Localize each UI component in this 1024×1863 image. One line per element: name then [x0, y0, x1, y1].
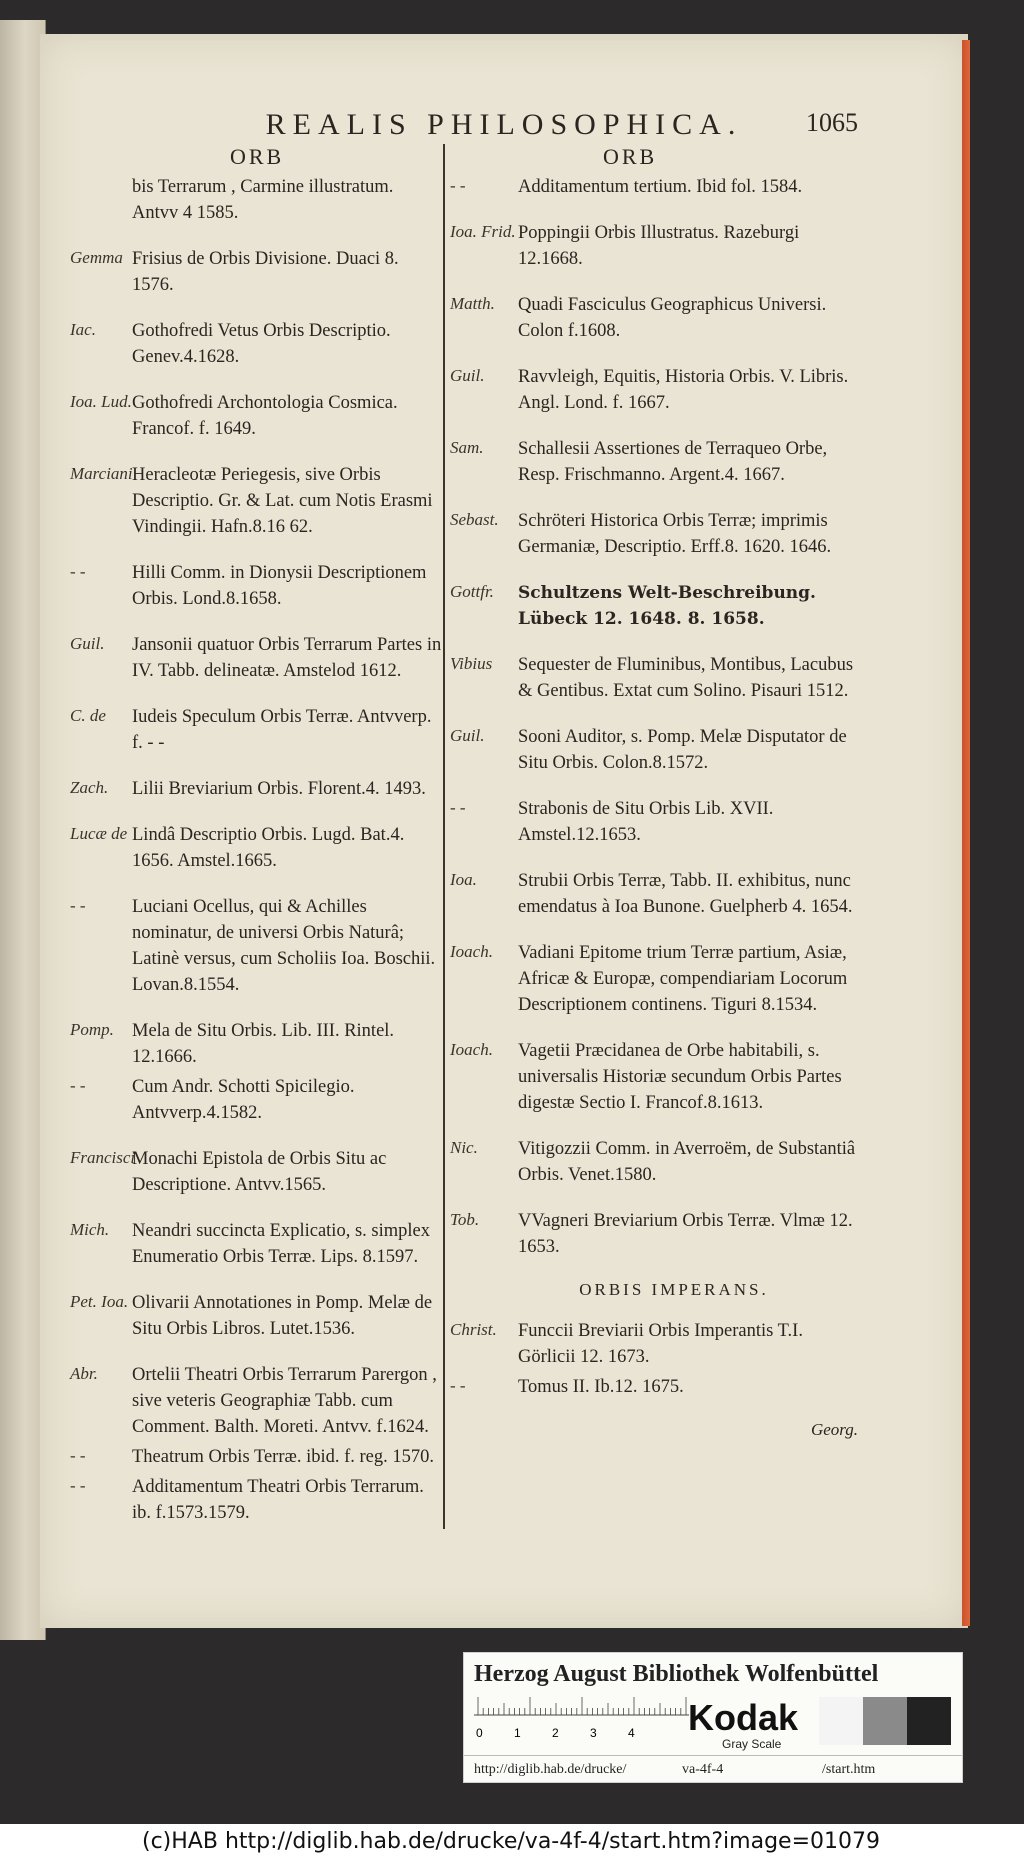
entry-text: Poppingii Orbis Illustratus. Razeburgi 12.1668. — [518, 223, 800, 269]
entry-label: Matth. — [450, 294, 495, 313]
entry-label: Pet. Ioa. — [70, 1292, 129, 1311]
copyright-footer: (c)HAB http://diglib.hab.de/drucke/va-4f-4/start.htm?image=01079 — [0, 1824, 1024, 1863]
running-head: REALIS PHILOSOPHICA. — [265, 108, 743, 141]
entry-label: Mich. — [70, 1220, 110, 1239]
gray-swatches — [819, 1697, 951, 1745]
entry-text: Additamentum Theatri Orbis Terrarum. ib. f.1573.1579. — [132, 1477, 424, 1523]
entry-text: Ravvleigh, Equitis, Historia Orbis. V. Libris. Angl. Lond. f. 1667. — [518, 367, 849, 413]
entry — [70, 1218, 442, 1270]
entry-text: Hilli Comm. in Dionysii Descriptionem Orbis. Lond.8.1658. — [132, 563, 427, 609]
entry — [70, 462, 442, 540]
entry-label: - - — [450, 1376, 466, 1395]
stamp-url-left: http://diglib.hab.de/drucke/ — [474, 1762, 627, 1777]
entry-label: Pomp. — [70, 1020, 114, 1039]
ruler-number: 3 — [590, 1726, 597, 1740]
entry-text: Vagetii Præcidanea de Orbe habitabili, s. universalis Historiæ secundum Orbis Partes digestæ Sectio I. Francof.8.1613. — [518, 1041, 842, 1113]
right-entries — [450, 174, 858, 1260]
entry-label: Sebast. — [450, 510, 499, 529]
entry-label: Ioach. — [450, 1040, 493, 1059]
entry — [450, 940, 858, 1018]
kodak-logo: Kodak — [688, 1697, 799, 1738]
entry-text: Strabonis de Situ Orbis Lib. XVII. Amstel.12.1653. — [518, 799, 774, 845]
entry-text: Quadi Fasciculus Geographicus Universi. Colon f.1608. — [518, 295, 827, 341]
entry-text: Gothofredi Vetus Orbis Descriptio. Genev.4.1628. — [132, 321, 391, 367]
entry-text: Luciani Ocellus, qui & Achilles nominatur, de universi Orbis Naturâ; Latinè versus, cum Scholiis Ioa. Boschii. Lovan.8.1554. — [132, 897, 436, 995]
entry-label — [70, 174, 132, 226]
entry-text: Mela de Situ Orbis. Lib. III. Rintel. 12.1666. — [132, 1021, 395, 1067]
ruler-number: 1 — [514, 1726, 521, 1740]
entry — [70, 1444, 442, 1470]
stamp-url-mid: va-4f-4 — [682, 1762, 724, 1777]
entry-label: Gottfr. — [450, 582, 494, 601]
entry-text: Jansonii quatuor Orbis Terrarum Partes in IV. Tabb. delineatæ. Amstelod 1612. — [132, 635, 442, 681]
entry — [70, 632, 442, 684]
column-divider — [443, 144, 445, 1529]
entry-label: Ioach. — [450, 942, 493, 961]
entry — [450, 1374, 858, 1400]
entry-label: - - — [70, 1076, 86, 1095]
entry-text: Schultzens Welt-Beschreibung. Lübeck 12. 1648. 8. 1658. — [518, 583, 816, 629]
entry — [450, 724, 858, 776]
entry — [450, 1136, 858, 1188]
entry — [70, 174, 442, 226]
entry-text: Lindâ Descriptio Orbis. Lugd. Bat.4. 1656. Amstel.1665. — [132, 825, 405, 871]
entry-text: Vadiani Epitome trium Terræ partium, Asiæ, Africæ & Europæ, compendiariam Locorum Descriptionem continens. Tiguri 8.1534. — [518, 943, 848, 1015]
entry-label: Marciani — [70, 464, 133, 483]
entry — [70, 1362, 442, 1440]
ruler-number: 2 — [552, 1726, 559, 1740]
entry — [70, 1474, 442, 1526]
entry-label: - - — [70, 1476, 86, 1495]
entry-label: Christ. — [450, 1320, 497, 1339]
entry-label: - - — [70, 562, 86, 581]
entry-text: Schröteri Historica Orbis Terræ; imprimis Germaniæ, Descriptio. Erff.8. 1620. 1646. — [518, 511, 832, 557]
column-head-left: ORB — [230, 144, 285, 169]
entry — [450, 652, 858, 704]
entry — [450, 508, 858, 560]
entry-text: bis Terrarum , Carmine illustratum. Antvv 4 1585. — [132, 177, 394, 223]
entry-text: Iudeis Speculum Orbis Terræ. Antvverp. f. - - — [132, 707, 432, 753]
entry-text: Monachi Epistola de Orbis Situ ac Descriptione. Antvv.1565. — [132, 1149, 387, 1195]
entry-text: Neandri succincta Explicatio, s. simplex Enumeratio Orbis Terræ. Lips. 8.1597. — [132, 1221, 430, 1267]
entry — [450, 580, 858, 632]
entry-label: Ioa. — [450, 870, 477, 889]
entry-label: Ioa. Frid. — [450, 222, 516, 241]
entry-text: Tomus II. Ib.12. 1675. — [518, 1377, 684, 1397]
entry-label: Zach. — [70, 778, 109, 797]
right-column — [450, 174, 858, 1440]
entry — [450, 292, 858, 344]
entry — [450, 364, 858, 416]
entry-label: Iac. — [70, 320, 96, 339]
entry-text: VVagneri Breviarium Orbis Terræ. Vlmæ 12. 1653. — [518, 1211, 853, 1257]
entry-text: Funccii Breviarii Orbis Imperantis T.I. Görlicii 12. 1673. — [518, 1321, 803, 1367]
entry — [70, 704, 442, 756]
entry-text: Sequester de Fluminibus, Montibus, Lacubus & Gentibus. Extat cum Solino. Pisauri 1512. — [518, 655, 854, 701]
entry — [70, 1074, 442, 1126]
entry-label: - - — [70, 1446, 86, 1465]
book-page — [40, 34, 968, 1628]
entry — [450, 220, 858, 272]
entry — [70, 246, 442, 298]
entry-label: Francisci — [70, 1148, 136, 1167]
entry — [450, 1318, 858, 1370]
entry-label: Abr. — [70, 1364, 98, 1383]
entry — [450, 1208, 858, 1260]
entry-text: Frisius de Orbis Divisione. Duaci 8. 1576. — [132, 249, 399, 295]
entry-text: Olivarii Annotationes in Pomp. Melæ de Situ Orbis Libros. Lutet.1536. — [132, 1293, 433, 1339]
entry — [450, 868, 858, 920]
entry-label: - - — [450, 798, 466, 817]
entry — [450, 1038, 858, 1116]
entry-text: Additamentum tertium. Ibid fol. 1584. — [518, 177, 803, 197]
entry — [70, 1018, 442, 1070]
entry-label: Tob. — [450, 1210, 480, 1229]
column-head-right: ORB — [603, 144, 658, 169]
entry-text: Strubii Orbis Terræ, Tabb. II. exhibitus, nunc emendatus à Ioa Bunone. Guelpherb 4. 1654. — [518, 871, 853, 917]
stamp-url-bar — [464, 1755, 962, 1783]
entry-text: Cum Andr. Schotti Spicilegio. Antvverp.4.1582. — [132, 1077, 355, 1123]
entry-label: Vibius — [450, 654, 493, 673]
entry — [70, 1146, 442, 1198]
entry-label: Sam. — [450, 438, 484, 457]
right-entries-imperans — [450, 1318, 858, 1400]
entry-label: - - — [70, 896, 86, 915]
entry-text: Theatrum Orbis Terræ. ibid. f. reg. 1570. — [132, 1447, 435, 1467]
ruler-icon — [474, 1695, 694, 1743]
entry-label: - - — [450, 176, 466, 195]
entry-text: Ortelii Theatri Orbis Terrarum Parergon , sive veteris Geographiæ Tabb. cum Comment. Balth. Moreti. Antvv. f.1624. — [132, 1365, 437, 1437]
entry-text: Heracleotæ Periegesis, sive Orbis Descriptio. Gr. & Lat. cum Notis Erasmi Vindingii. Hafn.8.16 62. — [132, 465, 433, 537]
entry-label: Gemma — [70, 248, 123, 267]
catchword: Georg. — [810, 1420, 858, 1439]
entry — [70, 822, 442, 874]
gray-scale-label: Gray Scale — [722, 1737, 782, 1751]
entry-text: Lilii Breviarium Orbis. Florent.4. 1493. — [132, 779, 426, 799]
entry — [70, 894, 442, 998]
entry — [70, 390, 442, 442]
entry-label: Lucæ de — [70, 824, 128, 843]
entry-text: Vitigozzii Comm. in Averroëm, de Substantiâ Orbis. Venet.1580. — [518, 1139, 856, 1185]
entry — [70, 776, 442, 802]
stamp-url-right: /start.htm — [822, 1762, 876, 1777]
ruler-number: 0 — [476, 1726, 483, 1740]
entry-label: Guil. — [70, 634, 105, 653]
section-heading: ORBIS IMPERANS. — [579, 1280, 769, 1299]
entry — [70, 560, 442, 612]
entry — [450, 436, 858, 488]
entry — [450, 796, 858, 848]
ruler-number: 4 — [628, 1726, 635, 1740]
entry — [70, 1290, 442, 1342]
entry-label: Guil. — [450, 366, 485, 385]
left-column — [70, 174, 442, 1546]
entry-text: Sooni Auditor, s. Pomp. Melæ Disputator de Situ Orbis. Colon.8.1572. — [518, 727, 847, 773]
entry — [70, 318, 442, 370]
entry — [450, 174, 858, 200]
entry-label: Guil. — [450, 726, 485, 745]
page-edge-red — [962, 40, 970, 1626]
entry-text: Gothofredi Archontologia Cosmica. Francof. f. 1649. — [132, 393, 398, 439]
page-number: 1065 — [806, 108, 858, 137]
entry-text: Schallesii Assertiones de Terraqueo Orbe, Resp. Frischmanno. Argent.4. 1667. — [518, 439, 828, 485]
entry-label: Nic. — [450, 1138, 478, 1157]
library-stamp — [463, 1652, 963, 1783]
entry-label: Ioa. Lud. — [70, 392, 132, 411]
library-name: Herzog August Bibliothek Wolfenbüttel — [474, 1661, 879, 1687]
entry-label: C. de — [70, 706, 106, 725]
